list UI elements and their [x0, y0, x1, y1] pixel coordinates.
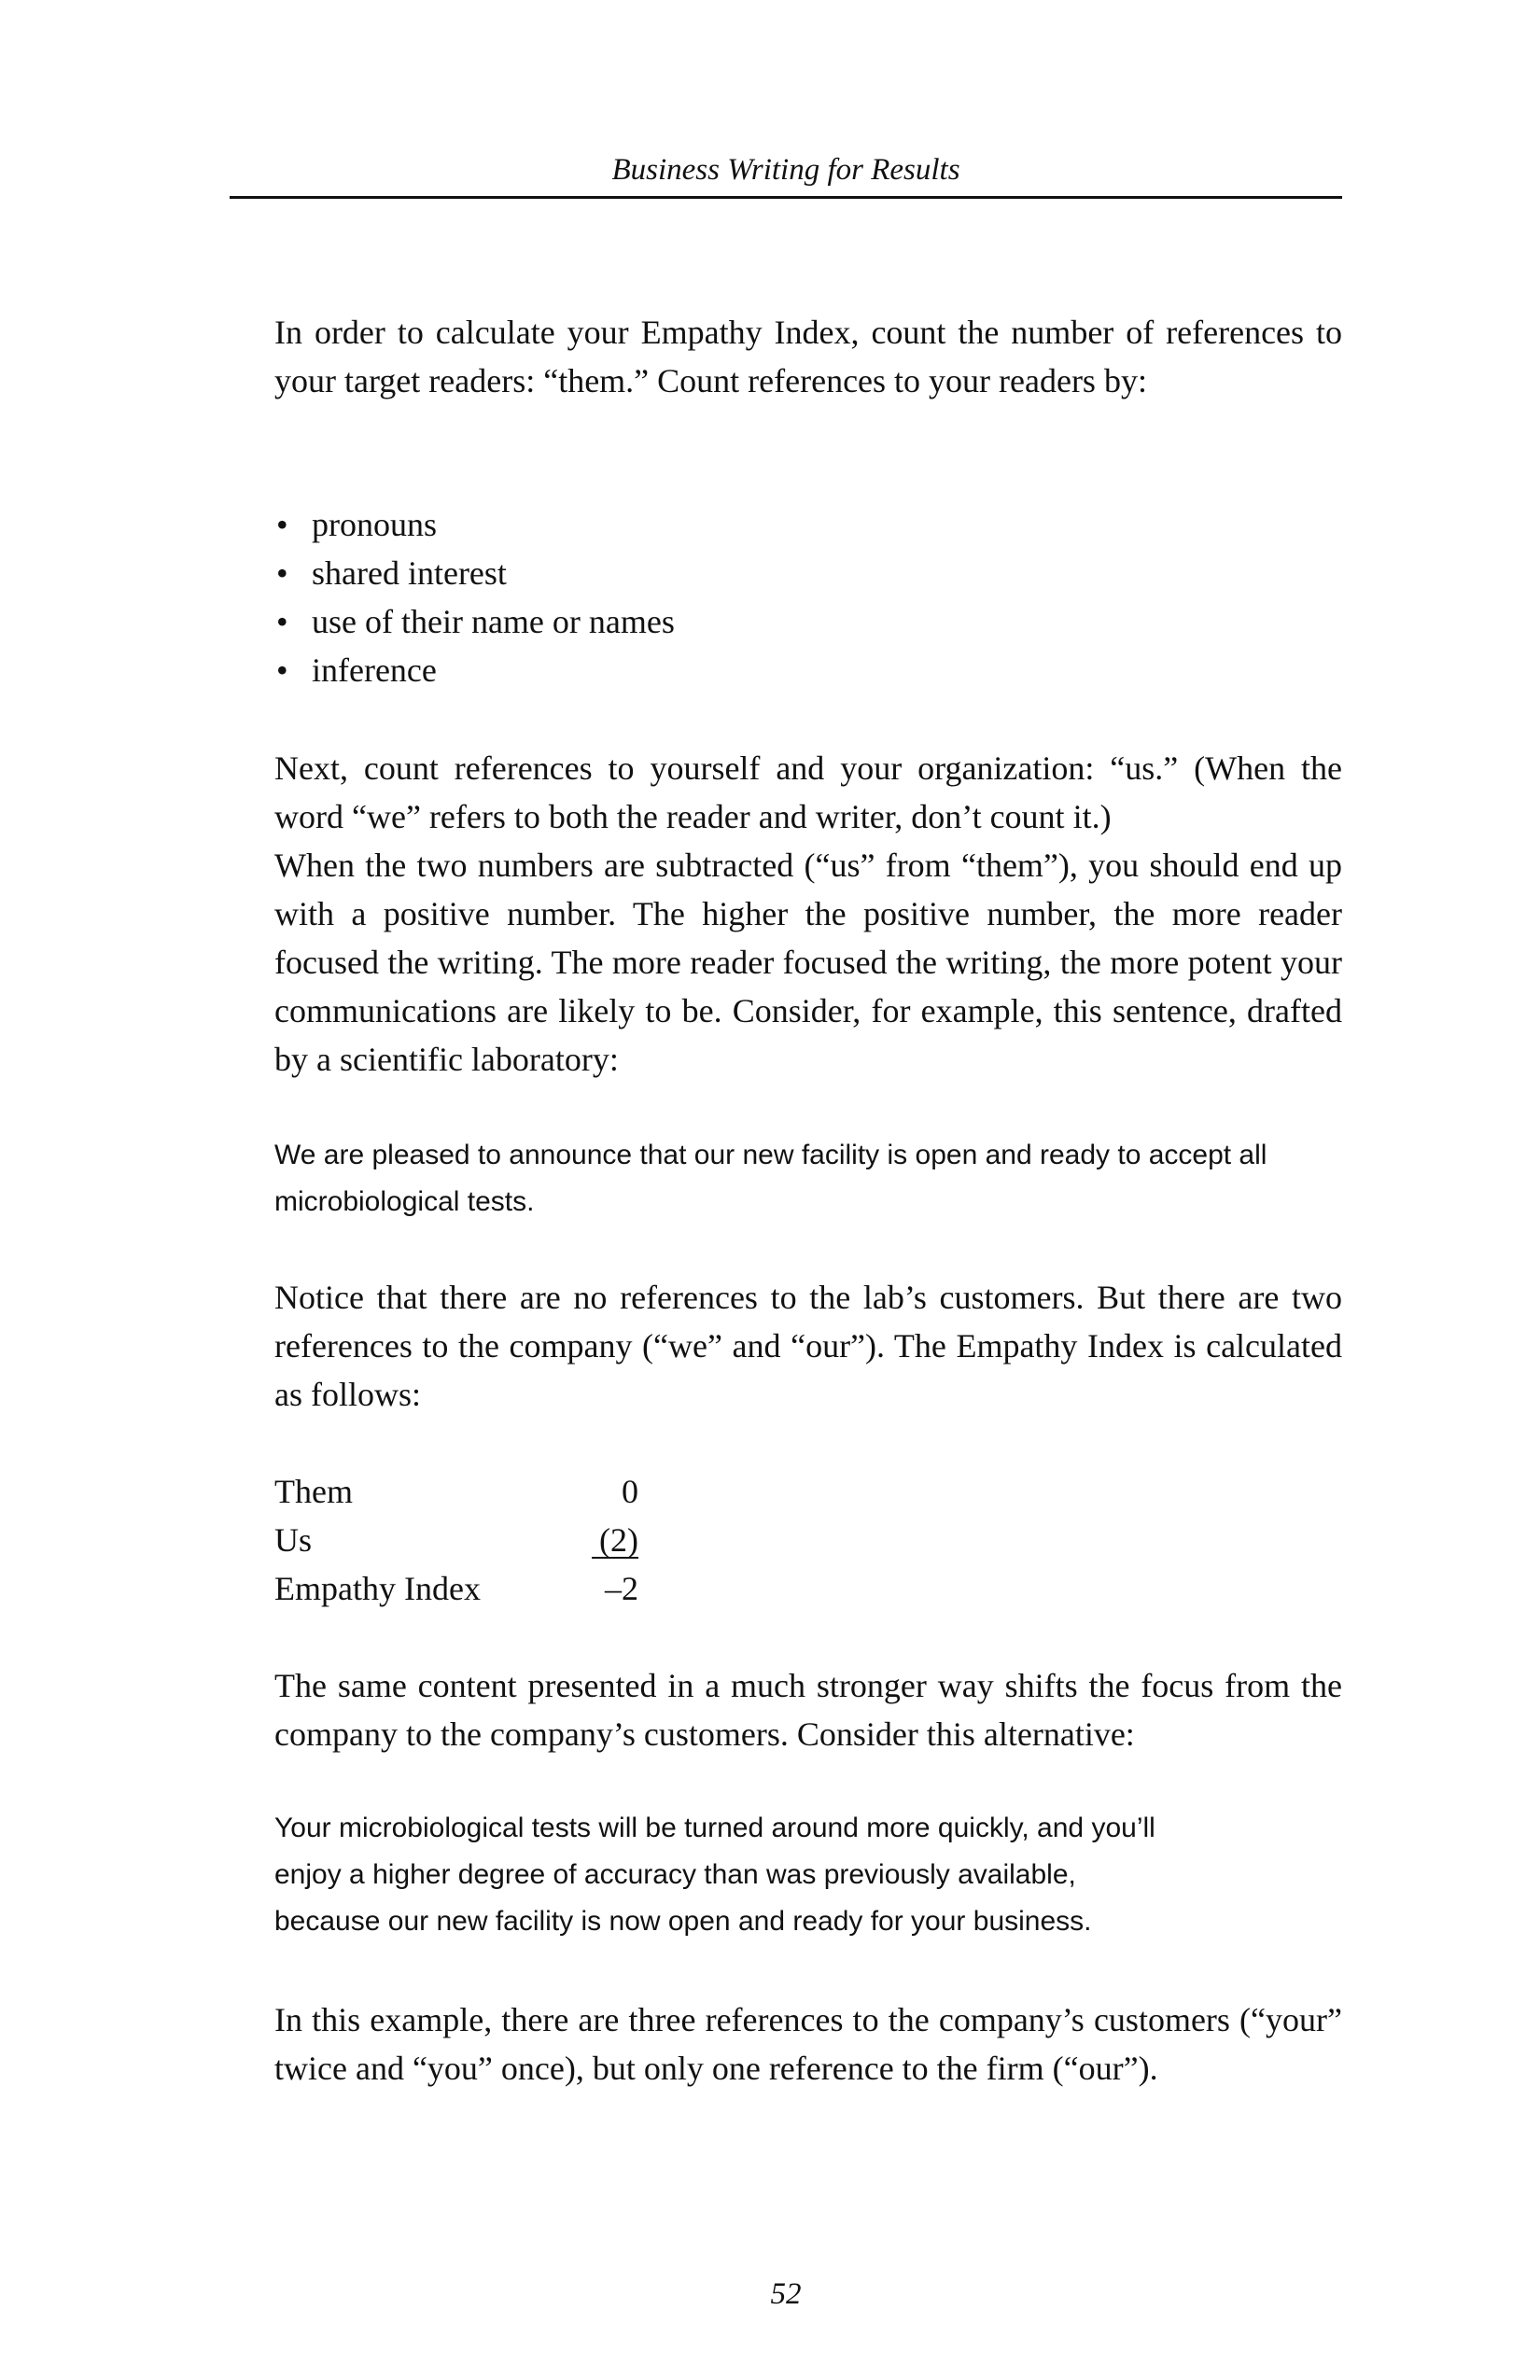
calc-label: Them [274, 1473, 353, 1510]
list-item [274, 597, 675, 646]
example-quote-2 [274, 1805, 1329, 1945]
list-item-text: use of their name or names [312, 603, 675, 640]
calc-row-them [274, 1467, 685, 1516]
analysis-paragraph: Notice that there are no references to the lab’s customers. But there are two references to the company (“we” and “our”). The Empathy Index is calculated as follows: [274, 1279, 1342, 1413]
transition-paragraph: The same content presented in a much stronger way shifts the focus from the company to the company’s customers. Consider this alternative: [274, 1667, 1342, 1753]
header-rule [230, 196, 1342, 199]
calc-label: Empathy Index [274, 1570, 481, 1607]
calc-row-empathy-index [274, 1564, 685, 1613]
bullet-icon: • [276, 554, 288, 592]
running-head: Business Writing for Results [611, 153, 960, 187]
analysis-section [274, 1273, 1342, 1419]
bullet-icon: • [276, 603, 288, 640]
calc-value: 0 [622, 1473, 638, 1510]
method-section [274, 744, 1342, 1084]
page-number: 52 [770, 2277, 802, 2311]
list-item [274, 646, 675, 694]
list-item [274, 549, 675, 597]
calc-value: –2 [605, 1570, 638, 1607]
empathy-calculation [274, 1467, 685, 1613]
calc-row-us [274, 1516, 685, 1564]
calc-value: (2) [582, 1516, 638, 1564]
conclusion-paragraph: In this example, there are three references to the company’s customers (“your” twice and “you” once), but only one reference to the firm (“our”). [274, 2001, 1342, 2087]
intro-section [274, 308, 1342, 405]
conclusion-section [274, 1995, 1342, 2093]
example-2-line-3: because our new facility is now open and ready for your business. [274, 1906, 1092, 1937]
intro-paragraph: In order to calculate your Empathy Index, count the number of references to your target readers: “them.” Count references to your readers by: [274, 314, 1342, 399]
calc-label: Us [274, 1521, 313, 1559]
bullet-icon: • [276, 651, 288, 689]
example-quote-1 [274, 1132, 1329, 1225]
list-item-text: shared interest [312, 554, 507, 592]
transition-section [274, 1661, 1342, 1758]
bullet-icon: • [276, 506, 288, 543]
method-paragraph-1: Next, count references to yourself and your organization: “us.” (When the word “we” refers to both the reader and writer, don’t count it.) [274, 749, 1342, 835]
method-paragraph-2: When the two numbers are subtracted (“us” from “them”), you should end up with a positive number. The higher the positive number, the more reader focused the writing. The more reader focused the writing, the more potent your communications are likely to be. Consider, for example, this sentence, drafted by a scientific laboratory: [274, 847, 1342, 1078]
example-2-line-1: Your microbiological tests will be turned around more quickly, and you’ll [274, 1813, 1155, 1843]
reference-type-list [274, 500, 675, 694]
list-item-text: pronouns [312, 506, 437, 543]
list-item [274, 500, 675, 549]
example-2-line-2: enjoy a higher degree of accuracy than was previously available, [274, 1859, 1076, 1890]
list-item-text: inference [312, 651, 437, 689]
example-1-text: We are pleased to announce that our new facility is open and ready to accept all microbiological tests. [274, 1140, 1267, 1217]
